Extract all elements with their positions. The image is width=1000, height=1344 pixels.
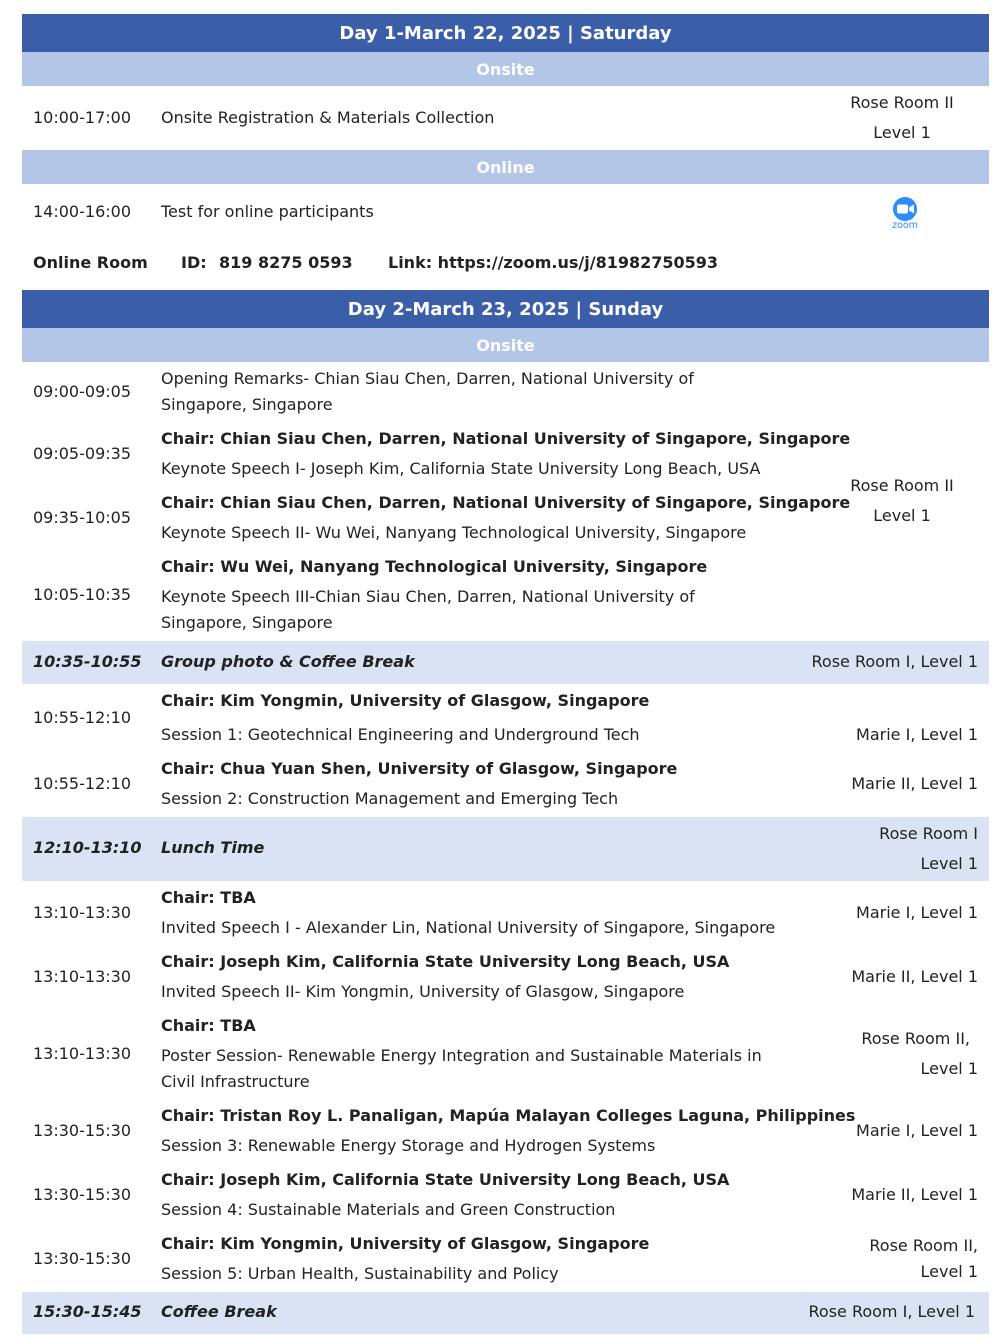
poster-time: 13:10-13:30 (33, 1044, 131, 1063)
lunch-room-line2: Level 1 (920, 854, 978, 873)
session2-chair: Chair: Chua Yuan Shen, University of Glasgow, Singapore (161, 759, 678, 778)
lunch-time: 12:10-13:10 (33, 838, 142, 857)
session1-chair: Chair: Kim Yongmin, University of Glasgow, Singapore (161, 691, 650, 710)
invited1-room: Marie I, Level 1 (856, 903, 978, 922)
keynote3-time: 10:05-10:35 (33, 585, 131, 604)
day1-online-header: Online (22, 150, 989, 184)
session4-time: 13:30-15:30 (33, 1185, 131, 1204)
online-test-time: 14:00-16:00 (33, 202, 131, 221)
group-photo-title: Group photo & Coffee Break (161, 652, 415, 671)
keynote3-title: Keynote Speech III-Chian Siau Chen, Darren, National University of Singapore, Singapore (161, 587, 695, 632)
session1-room: Marie I, Level 1 (856, 725, 978, 744)
session2-title: Session 2: Construction Management and Emerging Tech (161, 789, 619, 808)
invited1-chair: Chair: TBA (161, 888, 256, 907)
invited2-time: 13:10-13:30 (33, 967, 131, 986)
session1-title: Session 1: Geotechnical Engineering and Underground Tech (161, 725, 640, 744)
session3-title: Session 3: Renewable Energy Storage and Hydrogen Systems (161, 1136, 656, 1155)
registration-time: 10:00-17:00 (33, 108, 131, 127)
keynote1-title: Keynote Speech I- Joseph Kim, California State University Long Beach, USA (161, 459, 761, 478)
keynote-room-line1: Rose Room II (850, 476, 954, 495)
online-test-title: Test for online participants (161, 202, 374, 221)
session2-room: Marie II, Level 1 (851, 774, 978, 793)
poster-chair: Chair: TBA (161, 1016, 256, 1035)
session2-time: 10:55-12:10 (33, 774, 131, 793)
keynote1-chair: Chair: Chian Siau Chen, Darren, National University of Singapore, Singapore (161, 429, 851, 448)
online-room-id-label: ID: (181, 253, 207, 272)
online-room-label: Online Room (33, 253, 148, 272)
invited2-room: Marie II, Level 1 (851, 967, 978, 986)
session5-room-line2: Level 1 (920, 1262, 978, 1281)
online-room-id: 819 8275 0593 (219, 253, 353, 272)
keynote2-chair: Chair: Chian Siau Chen, Darren, National University of Singapore, Singapore (161, 493, 851, 512)
invited1-time: 13:10-13:30 (33, 903, 131, 922)
coffee-time: 15:30-15:45 (33, 1302, 142, 1321)
lunch-title: Lunch Time (161, 838, 265, 857)
registration-title: Onsite Registration & Materials Collection (161, 108, 495, 127)
invited2-chair: Chair: Joseph Kim, California State University Long Beach, USA (161, 952, 730, 971)
session5-time: 13:30-15:30 (33, 1249, 131, 1268)
keynote3-chair: Chair: Wu Wei, Nanyang Technological University, Singapore (161, 557, 708, 576)
poster-room-line2: Level 1 (920, 1059, 978, 1078)
coffee-title: Coffee Break (161, 1302, 277, 1321)
session4-chair: Chair: Joseph Kim, California State University Long Beach, USA (161, 1170, 730, 1189)
keynote2-time: 09:35-10:05 (33, 508, 131, 527)
session5-room-line1: Rose Room II, (869, 1236, 978, 1255)
keynote-room-line2: Level 1 (873, 506, 931, 525)
session5-chair: Chair: Kim Yongmin, University of Glasgow, Singapore (161, 1234, 650, 1253)
session1-time: 10:55-12:10 (33, 708, 131, 727)
keynote1-time: 09:05-09:35 (33, 444, 131, 463)
registration-room-line1: Rose Room II (850, 93, 954, 112)
zoom-icon[interactable] (887, 195, 923, 231)
session3-room: Marie I, Level 1 (856, 1121, 978, 1140)
session3-time: 13:30-15:30 (33, 1121, 131, 1140)
poster-room-line1: Rose Room II, (861, 1029, 970, 1048)
session5-title: Session 5: Urban Health, Sustainability and Policy (161, 1264, 559, 1283)
day1-onsite-header: Onsite (22, 52, 989, 86)
day2-header: Day 2-March 23, 2025 | Sunday (22, 290, 989, 328)
group-photo-time: 10:35-10:55 (33, 652, 142, 671)
day1-header: Day 1-March 22, 2025 | Saturday (22, 14, 989, 52)
coffee-room: Rose Room I, Level 1 (808, 1302, 975, 1321)
lunch-room-line1: Rose Room I (879, 824, 978, 843)
poster-title: Poster Session- Renewable Energy Integration and Sustainable Materials in Civil Infrastructure (161, 1046, 762, 1091)
opening-title: Opening Remarks- Chian Siau Chen, Darren, National University of Singapore, Singapore (161, 369, 694, 414)
keynote2-title: Keynote Speech II- Wu Wei, Nanyang Technological University, Singapore (161, 523, 747, 542)
online-room-link[interactable]: Link: https://zoom.us/j/81982750593 (388, 253, 719, 272)
opening-time: 09:00-09:05 (33, 382, 131, 401)
session4-title: Session 4: Sustainable Materials and Green Construction (161, 1200, 616, 1219)
day2-onsite-header: Onsite (22, 328, 989, 362)
invited2-title: Invited Speech II- Kim Yongmin, University of Glasgow, Singapore (161, 982, 685, 1001)
session4-room: Marie II, Level 1 (851, 1185, 978, 1204)
session3-chair: Chair: Tristan Roy L. Panaligan, Mapúa Malayan Colleges Laguna, Philippines (161, 1106, 856, 1125)
invited1-title: Invited Speech I - Alexander Lin, National University of Singapore, Singapore (161, 918, 776, 937)
registration-room-line2: Level 1 (873, 123, 931, 142)
zoom-icon-label: zoom (892, 220, 918, 231)
group-photo-room: Rose Room I, Level 1 (811, 652, 978, 671)
